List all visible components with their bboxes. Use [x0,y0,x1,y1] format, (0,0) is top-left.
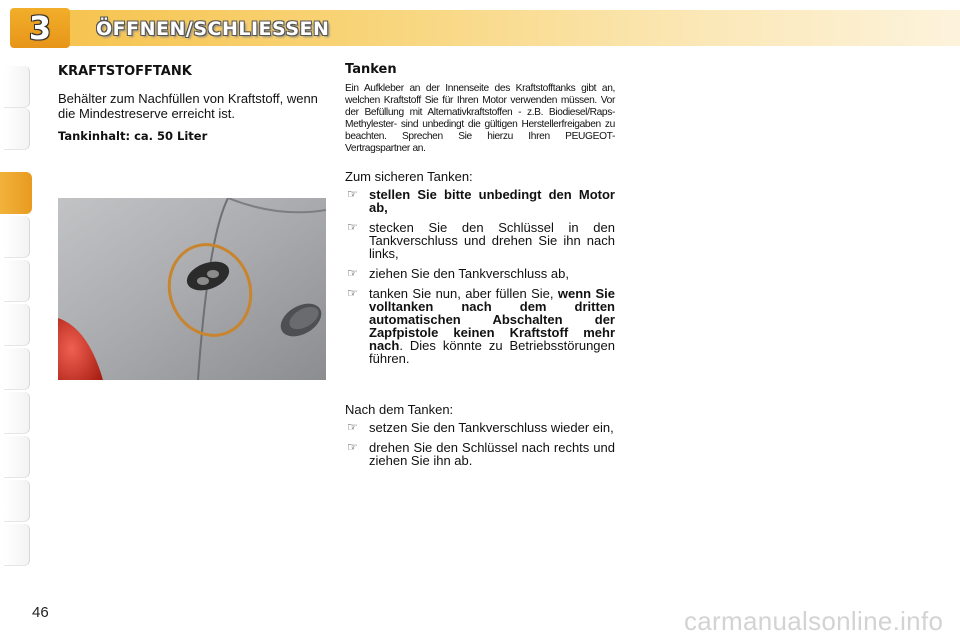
side-tab-2[interactable] [4,108,30,150]
side-tab-11[interactable] [4,524,30,566]
intro-text: Behälter zum Nachfüllen von Kraftstoff, wenn die Mindestreserve erreicht ist. [58,91,318,121]
hand-pointer-icon: ☞ [347,440,358,454]
side-index [0,66,34,576]
before-lead: Zum sicheren Tanken: [345,169,473,184]
watermark: carmanualsonline.info [684,606,944,636]
step-item [345,267,615,280]
step-text: tanken Sie nun, aber füllen Sie, [369,286,558,301]
step-text: stellen Sie bitte unbedingt den Motor ab, [369,187,615,215]
step-item [345,287,615,365]
side-tab-1[interactable] [4,66,30,108]
step-item [345,441,615,467]
fuel-note: Ein Aufkleber an der Innenseite des Kraftstofftanks gibt an, welchen Kraftstoff Sie für Ihren Motor verwenden müssen. Vor der Befüllung mit Alternativkraftstoffen - z.B. Biodiesel/Raps-Methylester- sind unbedingt die gültigen Herstellerfreigaben zu beachten. Sprechen Sie hierzu Ihren PEUGEOT-Vertragspartner an. [345,83,615,154]
side-tab-9[interactable] [4,436,30,478]
hand-pointer-icon: ☞ [347,286,358,300]
hand-pointer-icon: ☞ [347,420,358,434]
side-tab-5[interactable] [4,260,30,302]
chapter-number: 3 [28,9,52,47]
before-steps [345,188,615,365]
section-title: KRAFTSTOFFTANK [58,64,192,79]
after-steps [345,421,615,467]
step-text: stecken Sie den Schlüssel in den Tankverschluss und drehen Sie ihn nach links, [369,220,615,261]
step-text: drehen Sie den Schlüssel nach rechts und ziehen Sie ihn ab. [369,440,615,468]
right-column [345,60,615,474]
tank-capacity: Tankinhalt: ca. 50 Liter [58,129,208,143]
step-item [345,221,615,260]
side-tab-3-active[interactable] [0,172,32,214]
after-lead: Nach dem Tanken: [345,402,454,417]
hand-pointer-icon: ☞ [347,220,358,234]
fuel-flap-photo [58,198,326,380]
step-text: ziehen Sie den Tankverschluss ab, [369,266,569,281]
step-text-bold: wenn Sie volltanken nach dem dritten automatischen Abschalten der Zapfpistole keinen Kraftstoff mehr nach [369,286,615,353]
step-item [345,188,615,214]
fuel-flap-illustration [58,198,326,380]
chapter-title: ÖFFNEN/SCHLIESSEN [96,18,330,40]
step-text: setzen Sie den Tankverschluss wieder ein, [369,420,614,435]
side-tab-4[interactable] [4,216,30,258]
step-item [345,421,615,434]
left-column [58,60,328,143]
subsection-title: Tanken [345,62,397,77]
chapter-header [0,0,960,56]
step-text-end: . Dies könnte zu Betriebsstörungen führen. [369,338,615,366]
page-number: 46 [32,604,49,621]
side-tab-7[interactable] [4,348,30,390]
side-tab-10[interactable] [4,480,30,522]
hand-pointer-icon: ☞ [347,266,358,280]
side-tab-6[interactable] [4,304,30,346]
side-tab-8[interactable] [4,392,30,434]
hand-pointer-icon: ☞ [347,187,358,201]
